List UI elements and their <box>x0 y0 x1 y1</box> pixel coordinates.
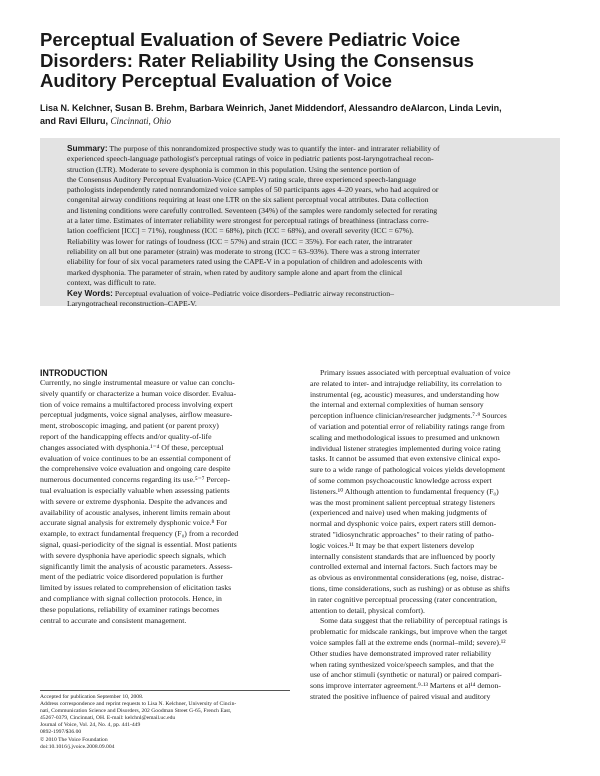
body-line: example, to extract fundamental frequency (F₀) from a recorded <box>40 529 239 539</box>
author-line-text: and Ravi Elluru, <box>40 115 109 126</box>
body-line: numerous documented concerns regarding its use.⁵⁻⁷ Percep- <box>40 475 231 485</box>
body-line: sively quantify or characterize a human voice disorder. Evalua- <box>40 388 237 398</box>
abstract-line: Reliability was lower for ratings of loudness (ICC = 57%) and strain (ICC = 35%). For each rater, the intrarater <box>67 236 413 246</box>
article-footnote <box>40 690 290 751</box>
body-line: when rating synthesized voice/speech samples, and that the <box>310 659 494 669</box>
keywords-label: Key Words: <box>67 288 113 299</box>
body-line: attention to detail, physical comfort). <box>310 605 425 615</box>
introduction-body <box>40 378 290 626</box>
body-line: evaluation of voice continues to be an essential component of <box>40 453 231 463</box>
body-line: normal and dysphonic voice pairs, expert raters still demon- <box>310 519 497 529</box>
abstract-line: pathologists independently rated nonrandomized voice samples of 50 participants ages 4–20 years, who had acquired or <box>67 185 439 195</box>
abstract-line: and listening conditions were carefully controlled. Seventeen (34%) of the samples were randomly selected for rerating <box>67 205 438 215</box>
body-line: central to accurate and consistent management. <box>40 615 187 625</box>
footnote-line: 0892-1997/$36.00 <box>40 729 82 736</box>
body-line: limited by issues related to comprehension of elicitation tasks <box>40 583 232 593</box>
author-line <box>40 115 560 128</box>
abstract-line: eliability for four of six vocal parameters rated using the CAPE-V in a population of children and adolescents with <box>67 257 423 267</box>
body-line: signal, quasi-periodicity of the signal is essential. Most patients <box>40 539 237 549</box>
body-line: problematic for midscale rankings, but improve when the target <box>310 627 508 637</box>
body-line: tion of voice remains a multifactored process involving expert <box>40 399 233 409</box>
body-line: tual evaluation is especially valuable when assessing patients <box>40 485 230 495</box>
body-line: tasks. It cannot be assumed that even extensive clinical expo- <box>310 454 501 464</box>
footnote-line: © 2010 The Voice Foundation <box>40 736 108 743</box>
author-list <box>40 102 560 127</box>
body-line: was the most prominent salient perceptual strategy listeners <box>310 497 495 507</box>
footnote-line: Address correspondence and reprint requests to Lisa N. Kelchner, University of Cincin- <box>40 701 237 708</box>
body-line: as obvious as environmental considerations (eg, noise, distrac- <box>310 573 504 583</box>
author-line: Lisa N. Kelchner, Susan B. Brehm, Barbara Weinrich, Janet Middendorf, Alessandro deAlarcon, Linda Levin, <box>40 103 502 113</box>
body-line: with severe dysphonia have aperiodic speech signals, which <box>40 550 226 560</box>
body-line: Primary issues associated with perceptual evaluation of voice <box>320 368 511 377</box>
body-line: in rater cognitive perceptual processing (rater concentration, <box>310 594 497 604</box>
body-line: logic voices.¹¹ It may be that expert listeners develop <box>310 540 475 550</box>
footnote-line: doi:10.1016/j.jvoice.2008.09.004 <box>40 743 115 750</box>
body-line: listeners.¹⁰ Although attention to fundamental frequency (F₀) <box>310 486 499 496</box>
body-line: the comprehensive voice evaluation and ongoing care despite <box>40 464 231 474</box>
body-line: scaling and methodological issues to presumed and unknown <box>310 432 500 442</box>
body-line: of some common psychoacoustic knowledge across expert <box>310 475 492 485</box>
body-line: sons improve interrater agreement.⁹·¹³ Martens et al¹⁴ demon- <box>310 681 501 691</box>
body-line: are related to inter- and intrajudge reliability, its correlation to <box>310 378 502 388</box>
footnote-line: Journal of Voice, Vol. 24, No. 4, pp. 441-449 <box>40 722 141 729</box>
body-line: use of anchor stimuli (synthetic or natural) or paired compari- <box>310 670 502 680</box>
abstract-line: struction (LTR). Moderate to severe dysphonia is common in this population. Using the sentence portion of <box>67 164 400 174</box>
body-line: internally consistent standards that are influenced by poorly <box>310 551 496 561</box>
body-line: instrumental (eg, acoustic) measures, and understanding how <box>310 389 500 399</box>
body-line: with severe or extreme dysphonia. Despite the advances and <box>40 496 228 506</box>
body-line: Currently, no single instrumental measure or value can conclu- <box>40 378 235 387</box>
title-line: Perceptual Evaluation of Severe Pediatric Voice <box>40 29 461 50</box>
body-line: perception influence clinician/researcher judgments.⁷·⁹ Sources <box>310 411 507 421</box>
title-line: Disorders: Rater Reliability Using the Consensus <box>40 49 474 71</box>
body-line: and compliance with signal collection protocols. Hence, in <box>40 593 222 603</box>
body-line: changes associated with dysphonia.¹⁻⁴ Of these, perceptual <box>40 442 224 452</box>
body-line: sure to a wide range of pathological voices yields development <box>310 465 506 475</box>
body-line: ment, stroboscopic imaging, and patient (or parent proxy) <box>40 421 219 431</box>
keywords-text: Perceptual evaluation of voice–Pediatric voice disorders–Pediatric airway reconstruction– <box>114 289 395 299</box>
body-line: (experienced and naive) used when making judgments of <box>310 508 488 518</box>
body-line: Some data suggest that the reliability of perceptual ratings is <box>320 616 508 626</box>
footnote-line: Accepted for publication September 10, 2008. <box>40 694 144 700</box>
abstract-line: the Consensus Auditory Perceptual Evaluation-Voice (CAPE-V) rating scale, three experienced speech-language <box>67 174 417 184</box>
abstract-line: congenital airway conditions requiring at least one LTR on the six salient perceptual vocal attributes. Data collection <box>67 195 429 205</box>
body-line: availability of acoustic analyses, inherent limits remain about <box>40 507 231 517</box>
abstract-line: lation coefficient [ICC] = 71%), roughness (ICC = 68%), pitch (ICC = 68%), and overall severity (ICC = 67%). <box>67 226 414 236</box>
footnote-line: nati, Communication Science and Disorders, 202 Goodman Street G-65, French East, <box>40 708 232 715</box>
abstract-line: context, was difficult to rate. <box>67 277 156 287</box>
footnote-line: 45267-0379, Cincinnati, OH. E-mail: kelchnl@email.uc.edu <box>40 715 176 722</box>
body-line: these populations, reliability of examiner ratings becomes <box>40 604 220 614</box>
keywords-line: Laryngotracheal reconstruction–CAPE-V. <box>67 299 197 309</box>
body-line: the internal and external complexities of human sensory <box>310 400 484 410</box>
abstract-line: experienced speech-language pathologist's perceptual ratings of voice in pediatric patients post-laryngotracheal recon- <box>67 154 434 164</box>
paper-title <box>40 30 560 92</box>
abstract-line: marked dysphonia. The parameter of strain, when rated by auditory sample alone and apart from the clinical <box>67 267 403 277</box>
introduction-heading: INTRODUCTION <box>40 368 108 378</box>
body-line: of variation and potential error of reliability ratings range from <box>310 421 505 431</box>
body-line: controlled external and internal factors. Such factors may be <box>310 562 498 572</box>
abstract <box>40 138 560 309</box>
body-line: ment of the pediatric voice disordered population is further <box>40 572 223 582</box>
author-location: Cincinnati, Ohio <box>110 115 172 126</box>
body-line: perceptual judgments, voice signal analyses, airflow measure- <box>40 410 233 420</box>
body-line: Other studies have demonstrated improved rater reliability <box>310 648 492 658</box>
body-line: strated "idiosynchratic approaches" to their rating of patho- <box>310 529 494 539</box>
body-line: voice samples fall at the extreme ends (normal–mild; severe).¹² <box>310 637 506 647</box>
abstract-line: reliability on all but one parameter (strain) was moderate to strong (ICC = 63–93%). There was a strong interrater <box>67 246 420 256</box>
abstract-line: at a later time. Estimates of interrater reliability were strongest for perceptual ratings of breathiness (intraclass corre- <box>67 216 429 226</box>
body-line: report of the handicapping effects and/or quality-of-life <box>40 431 212 441</box>
body-line: accurate signal analysis for extremely dysphonic voice.⁸ For <box>40 518 227 528</box>
body-line: tions, time considerations, such as rushing) or as obtuse as shifts <box>310 583 510 593</box>
keywords-line <box>67 288 552 299</box>
abstract-line <box>67 143 552 154</box>
abstract-text: The purpose of this nonrandomized prospective study was to quantify the inter- and intrarater reliability of <box>109 144 440 153</box>
body-line: individual listener strategies implemented during voice rating <box>310 443 501 453</box>
summary-label: Summary: <box>67 143 108 153</box>
right-column-body <box>310 368 560 703</box>
body-line: strated the positive influence of paired visual and auditory <box>310 691 491 701</box>
body-line: significantly limit the analysis of acoustic parameters. Assess- <box>40 561 233 571</box>
title-line: Auditory Perceptual Evaluation of Voice <box>40 70 392 91</box>
